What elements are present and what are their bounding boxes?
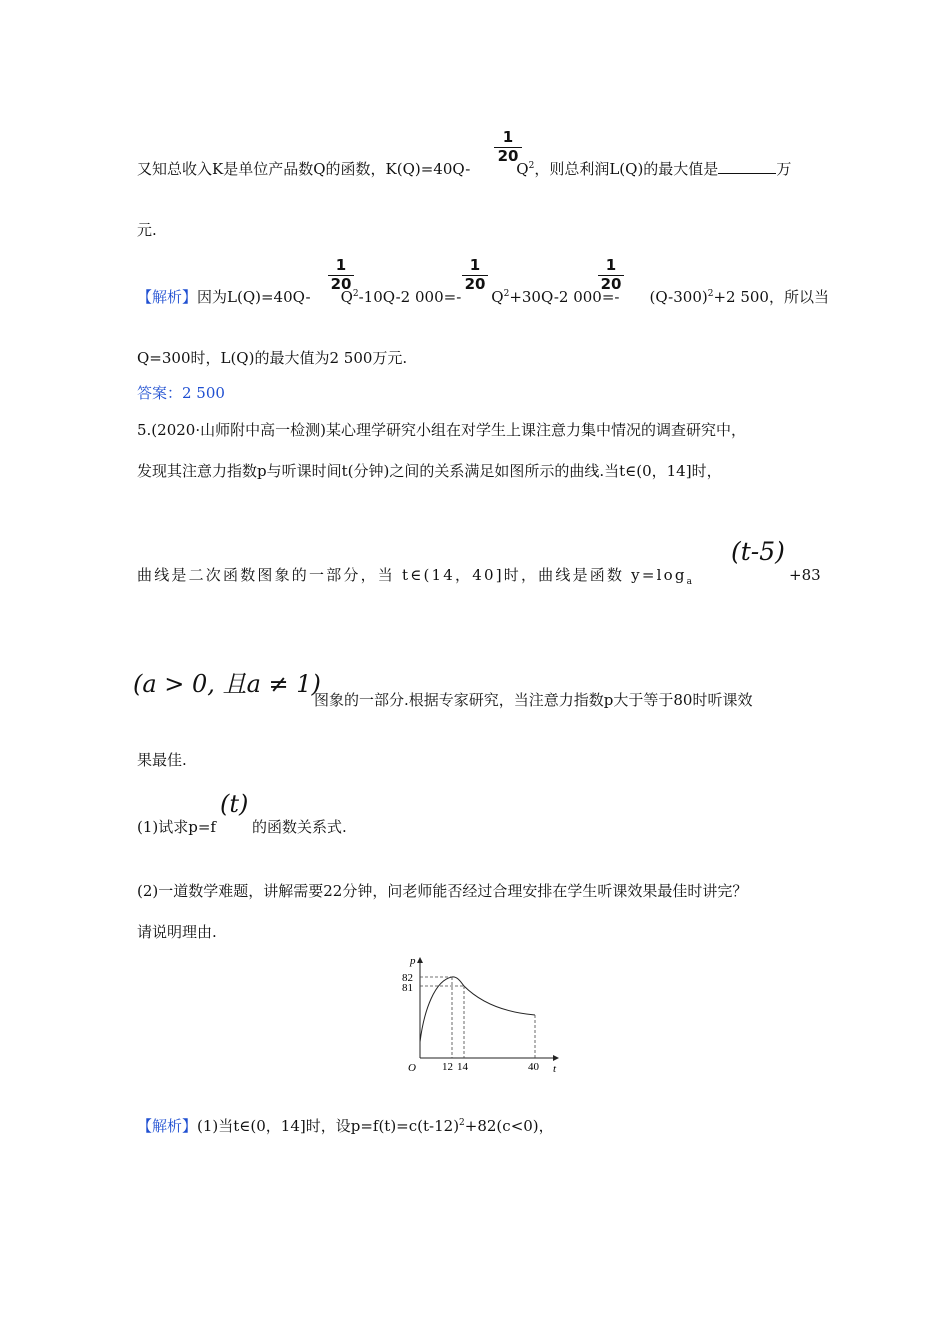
fraction-denominator: 20	[464, 275, 486, 293]
x-tick-14: 14	[457, 1061, 468, 1073]
text-segment: 的函数关系式.	[251, 818, 347, 836]
y-tick-82: 82	[402, 972, 413, 984]
fraction-1-20	[494, 128, 522, 164]
fraction-1-20	[598, 256, 624, 292]
fraction-numerator: 1	[605, 256, 617, 274]
text-segment: +30Q-2 000=-	[509, 288, 620, 306]
exponent: 2	[707, 289, 714, 299]
question-5-line-4: 图象的一部分.根据专家研究，当注意力指数p大于等于80时听课效	[314, 691, 753, 709]
x-tick-12: 12	[442, 1061, 453, 1073]
text-segment: -10Q-2 000=-	[358, 288, 462, 306]
text-segment: (Q-300)	[649, 288, 708, 306]
fraction-1-20	[462, 256, 488, 292]
question-5-line-5: 果最佳.	[137, 751, 187, 769]
answer-line: 答案：2 500	[137, 384, 225, 402]
text-segment: ，则总利润L(Q)的最大值是	[534, 160, 719, 178]
subquestion-2-line-1: (2)一道数学难题，讲解需要22分钟，问老师能否经过合理安排在学生听课效果最佳时讲完？	[137, 882, 748, 900]
text-segment: (1)试求p=f	[137, 818, 216, 836]
y-tick-81: 81	[402, 982, 413, 994]
solution-line	[137, 1115, 554, 1136]
attention-curve-figure	[390, 950, 570, 1080]
text-segment: 万	[776, 160, 792, 178]
y-axis-label: p	[410, 955, 416, 967]
formula-t: (t)	[220, 790, 249, 818]
subquestion-2-line-2: 请说明理由.	[137, 923, 217, 941]
question-5-line-2: 发现其注意力指数p与听课时间t(分钟)之间的关系满足如图所示的曲线.当t∈(0，14]时，	[137, 462, 722, 480]
text-segment: Q	[340, 288, 353, 306]
x-axis-label: t	[553, 1063, 557, 1075]
text-segment: 又知总收入K是单位产品数Q的函数，K(Q)=40Q-	[137, 160, 471, 178]
exponent: 2	[352, 289, 359, 299]
attention-curve	[420, 977, 535, 1042]
origin-label: O	[408, 1062, 416, 1074]
formula-t-minus-5: (t-5)	[731, 537, 785, 566]
fraction-1-20	[328, 256, 354, 292]
answer-blank	[718, 161, 776, 174]
question-5-line-1: 5.(2020·山师附中高一检测)某心理学研究小组在对学生上课注意力集中情况的调查研究中，	[137, 421, 746, 439]
text-segment: +82(c<0)，	[464, 1117, 554, 1135]
text-segment: +83	[789, 566, 821, 584]
text-segment: Q	[491, 288, 504, 306]
exponent: 2	[459, 1118, 465, 1128]
problem-line-1	[137, 158, 791, 179]
x-tick-40: 40	[528, 1061, 539, 1073]
problem-line-2: 元.	[137, 221, 157, 239]
fraction-denominator: 20	[600, 275, 622, 293]
fraction-numerator: 1	[335, 256, 347, 274]
exponent: 2	[528, 161, 535, 171]
fraction-denominator: 20	[497, 147, 519, 165]
analysis-line-2: Q=300时，L(Q)的最大值为2 500万元.	[137, 349, 408, 367]
text-segment: 因为L(Q)=40Q-	[197, 288, 311, 306]
question-5-line-3	[137, 564, 692, 587]
analysis-tag: 【解析】	[137, 288, 198, 306]
exponent: 2	[503, 289, 510, 299]
text-segment: 曲线是二次函数图象的一部分，当 t∈(14，40]时，曲线是函数 y=log	[137, 566, 687, 584]
text-segment: Q	[516, 160, 529, 178]
analysis-tag: 【解析】	[137, 1117, 198, 1135]
fraction-numerator: 1	[469, 256, 481, 274]
text-segment: +2 500，所以当	[713, 288, 829, 306]
log-base: a	[686, 577, 692, 587]
text-segment: (1)当t∈(0，14]时，设p=f(t)=c(t-12)	[197, 1117, 460, 1135]
formula-a-condition: (a > 0, 且a ≠ 1)	[133, 670, 321, 698]
fraction-denominator: 20	[330, 275, 352, 293]
fraction-numerator: 1	[502, 128, 514, 146]
subquestion-1	[137, 816, 347, 837]
